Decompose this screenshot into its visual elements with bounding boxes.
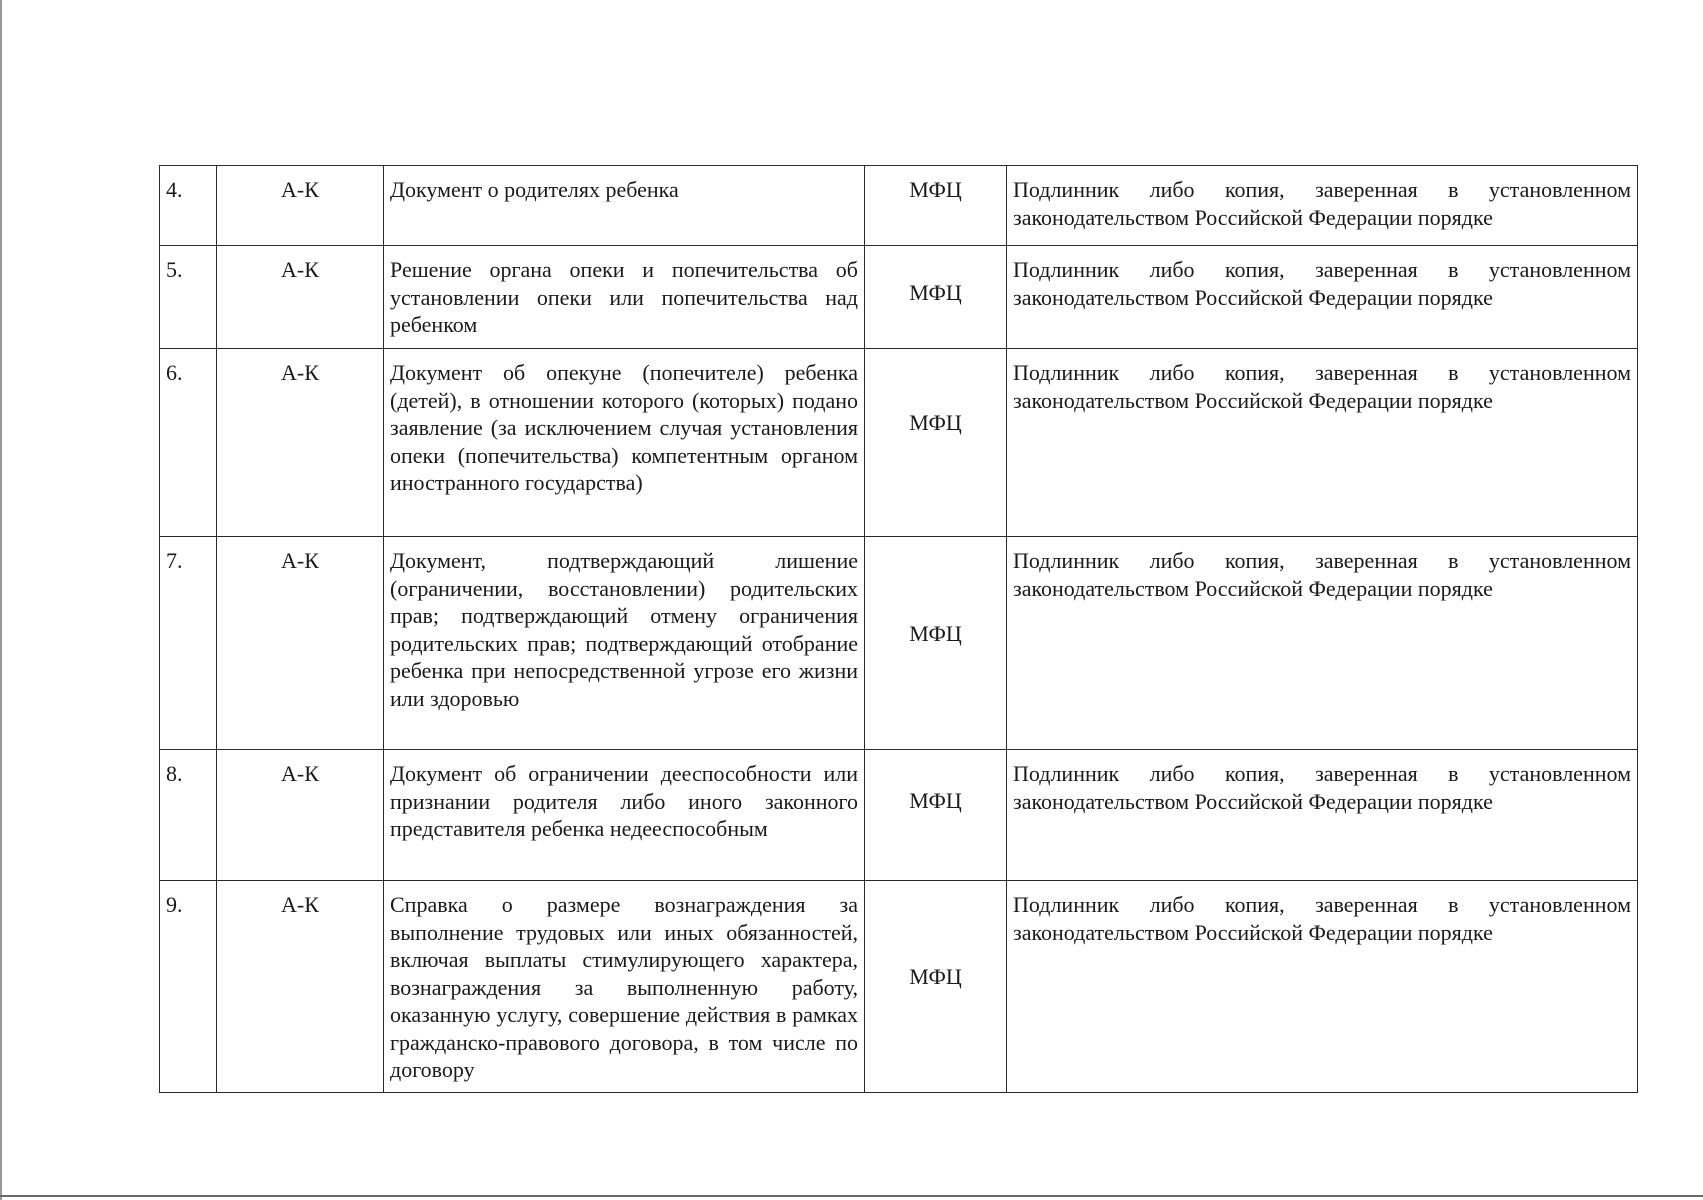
row-organization xyxy=(865,349,1007,537)
row-code: А-К xyxy=(217,750,384,881)
row-organization xyxy=(865,537,1007,750)
row-document: Документ о родителях ребенка xyxy=(384,166,865,246)
row-code: А-К xyxy=(217,881,384,1093)
row-document: Решение органа опеки и попечительства об установлении опеки или попечительства над ребенком xyxy=(384,246,865,349)
row-document: Справка о размере вознаграждения за выполнение трудовых или иных обязанностей, включая выплаты стимулирующего характера, вознаграждения за выполненную работу, оказанную услугу, совершение действия в рамках гражданско-правового договора, в том числе по договору xyxy=(384,881,865,1093)
table-row xyxy=(160,750,1638,881)
row-organization xyxy=(865,881,1007,1093)
organization-label: МФЦ xyxy=(909,621,962,646)
row-document: Документ об ограничении дееспособности или признании родителя либо иного законного представителя ребенка недееспособным xyxy=(384,750,865,881)
documents-table xyxy=(159,165,1638,1093)
row-code: А-К xyxy=(217,349,384,537)
table-row xyxy=(160,881,1638,1093)
organization-label: МФЦ xyxy=(909,280,962,305)
scan-bottom-edge xyxy=(0,1195,1703,1197)
row-organization xyxy=(865,750,1007,881)
row-organization xyxy=(865,166,1007,246)
row-number: 7. xyxy=(160,537,217,750)
organization-label: МФЦ xyxy=(909,410,962,435)
row-organization xyxy=(865,246,1007,349)
table-row xyxy=(160,166,1638,246)
table-row xyxy=(160,246,1638,349)
document-page xyxy=(159,165,1637,1093)
organization-label: МФЦ xyxy=(909,788,962,813)
row-requirement: Подлинник либо копия, заверенная в установленном законодательством Российской Федерации порядке xyxy=(1007,881,1638,1093)
row-requirement: Подлинник либо копия, заверенная в установленном законодательством Российской Федерации порядке xyxy=(1007,537,1638,750)
table-row xyxy=(160,537,1638,750)
row-requirement: Подлинник либо копия, заверенная в установленном законодательством Российской Федерации порядке xyxy=(1007,349,1638,537)
row-code: А-К xyxy=(217,537,384,750)
row-number: 9. xyxy=(160,881,217,1093)
row-document: Документ об опекуне (попечителе) ребенка (детей), в отношении которого (которых) подано заявление (за исключением случая установления опеки (попечительства) компетентным органом иностранного государства) xyxy=(384,349,865,537)
row-requirement: Подлинник либо копия, заверенная в установленном законодательством Российской Федерации порядке xyxy=(1007,166,1638,246)
row-code: А-К xyxy=(217,246,384,349)
row-document: Документ, подтверждающий лишение (ограничении, восстановлении) родительских прав; подтверждающий отмену ограничения родительских прав; подтверждающий отобрание ребенка при непосредственной угрозе его жизни или здоровью xyxy=(384,537,865,750)
row-code: А-К xyxy=(217,166,384,246)
organization-label: МФЦ xyxy=(909,177,962,202)
row-requirement: Подлинник либо копия, заверенная в установленном законодательством Российской Федерации порядке xyxy=(1007,246,1638,349)
row-number: 8. xyxy=(160,750,217,881)
row-number: 4. xyxy=(160,166,217,246)
row-number: 5. xyxy=(160,246,217,349)
table-row xyxy=(160,349,1638,537)
row-number: 6. xyxy=(160,349,217,537)
row-requirement: Подлинник либо копия, заверенная в установленном законодательством Российской Федерации порядке xyxy=(1007,750,1638,881)
organization-label: МФЦ xyxy=(909,964,962,989)
scan-left-edge xyxy=(0,0,2,1200)
